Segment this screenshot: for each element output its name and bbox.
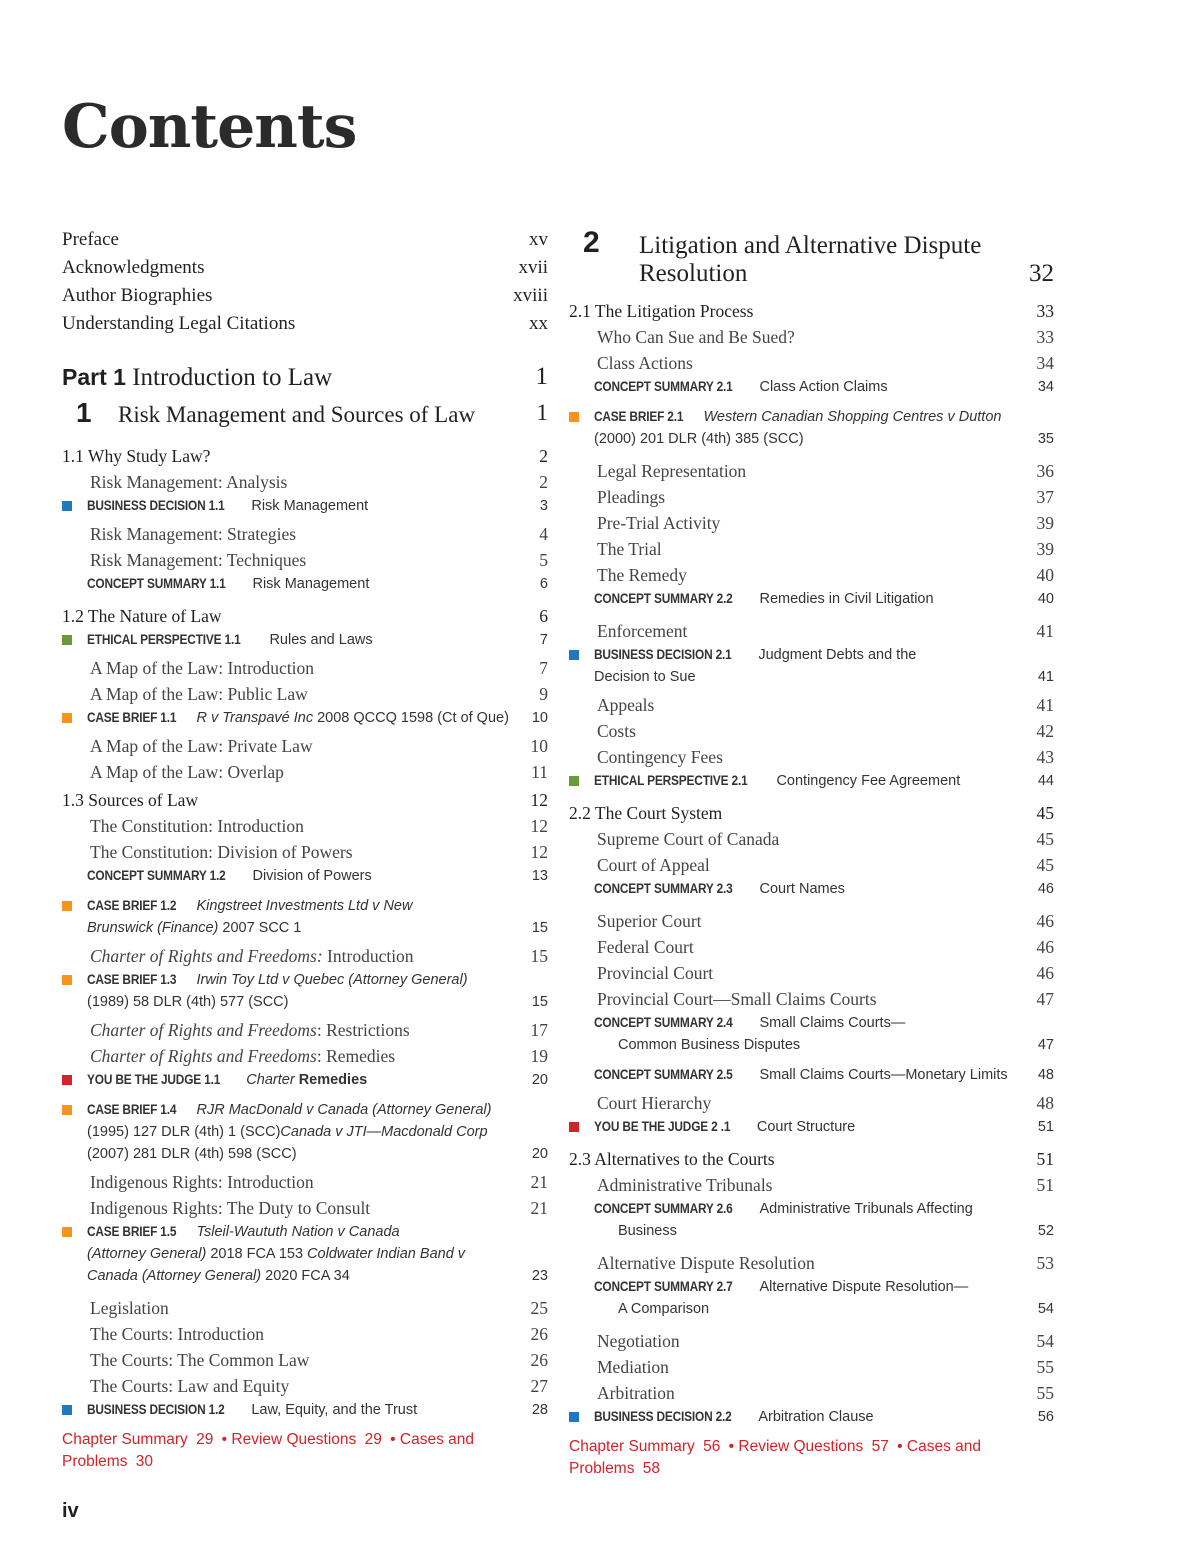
chapter-2-heading[interactable]: 2 Litigation and Alternative Dispute Resolution 32 [569,226,1054,288]
subsection-entry[interactable]: Pleadings 37 [597,487,1054,507]
case-brief-1-2[interactable]: CASE BRIEF 1.2 Kingstreet Investments Ltd v New Brunswick (Finance) 2007 SCC 1 15 [62,895,548,939]
subsection-entry[interactable]: Provincial Court—Small Claims Courts 47 [597,989,1054,1009]
part-title: Introduction to Law [132,364,333,391]
red-square-icon [62,1075,72,1085]
subsection-entry[interactable]: Class Actions 34 [597,353,1054,373]
orange-square-icon [62,975,72,985]
subsection-entry[interactable]: The Courts: The Common Law 26 [90,1350,548,1370]
you-be-the-judge-2-1[interactable]: YOU BE THE JUDGE 2 .1 Court Structure 51 [569,1116,1054,1138]
section-1-1[interactable]: 1.1 Why Study Law? 2 [62,446,548,466]
subsection-entry[interactable]: Negotiation 54 [597,1331,1054,1351]
subsection-entry[interactable]: Court Hierarchy 48 [597,1093,1054,1113]
toc-entry-preface[interactable]: Preface xv [62,229,548,250]
toc-entry-acknowledgments[interactable]: Acknowledgments xvii [62,257,548,278]
subsection-entry[interactable]: Pre-Trial Activity 39 [597,513,1054,533]
subsection-entry[interactable]: The Constitution: Division of Powers 12 [90,842,548,862]
concept-summary-1-2[interactable]: CONCEPT SUMMARY 1.2 Division of Powers 13 [87,868,548,884]
chapter-2-summary-links[interactable]: Chapter Summary 56 • Review Questions 57 • Cases and Problems 58 [569,1438,982,1477]
concept-summary-2-1[interactable]: CONCEPT SUMMARY 2.1 Class Action Claims 34 [594,379,1054,395]
subsection-entry[interactable]: Legislation 25 [90,1298,548,1318]
business-decision-2-2[interactable]: BUSINESS DECISION 2.2 Arbitration Clause 56 [569,1406,1054,1428]
section-2-2[interactable]: 2.2 The Court System 45 [569,803,1054,823]
subsection-entry[interactable]: Who Can Sue and Be Sued? 33 [597,327,1054,347]
red-square-icon [569,1122,579,1132]
green-square-icon [62,635,72,645]
case-brief-1-4[interactable]: CASE BRIEF 1.4 RJR MacDonald v Canada (Attorney General) (1995) 127 DLR (4th) 1 (SCC)Canada v JTI—Macdonald Corp (2007) 281 DLR (4th) 598 (SCC) 20 [62,1099,548,1165]
subsection-entry[interactable]: The Trial 39 [597,539,1054,559]
business-decision-1-2[interactable]: BUSINESS DECISION 1.2 Law, Equity, and the Trust 28 [62,1399,548,1421]
subsection-entry[interactable]: The Courts: Introduction 26 [90,1324,548,1344]
toc-entry-legal-citations[interactable]: Understanding Legal Citations xx [62,313,548,334]
subsection-entry[interactable]: Legal Representation 36 [597,461,1054,481]
blue-square-icon [62,1405,72,1415]
ethical-perspective-1-1[interactable]: ETHICAL PERSPECTIVE 1.1 Rules and Laws 7 [62,629,548,651]
subsection-entry[interactable]: Arbitration 55 [597,1383,1054,1403]
orange-square-icon [62,713,72,723]
chapter-1-heading[interactable]: 1 Risk Management and Sources of Law 1 [62,397,548,431]
part-label: Part 1 [62,364,126,390]
case-brief-2-1[interactable]: CASE BRIEF 2.1 Western Canadian Shopping Centres v Dutton (2000) 201 DLR (4th) 385 (SCC) 35 [569,406,1054,450]
subsection-entry[interactable]: Enforcement 41 [597,621,1054,641]
subsection-entry[interactable]: A Map of the Law: Private Law 10 [90,736,548,756]
subsection-entry[interactable]: The Courts: Law and Equity 27 [90,1376,548,1396]
page-title: Contents [62,92,357,162]
case-brief-1-1[interactable]: CASE BRIEF 1.1 R v Transpavé Inc 2008 QCCQ 1598 (Ct of Que) 10 [62,707,548,729]
you-be-the-judge-1-1[interactable]: YOU BE THE JUDGE 1.1 Charter Remedies 20 [62,1069,548,1091]
blue-square-icon [569,1412,579,1422]
subsection-entry[interactable]: Contingency Fees 43 [597,747,1054,767]
business-decision-1-1[interactable]: BUSINESS DECISION 1.1 Risk Management 3 [62,495,548,517]
chapter-number: 1 [76,397,92,428]
subsection-entry[interactable]: Charter of Rights and Freedoms: Introduction 15 [90,946,548,966]
subsection-entry[interactable]: A Map of the Law: Public Law 9 [90,684,548,704]
concept-summary-1-1[interactable]: CONCEPT SUMMARY 1.1 Risk Management 6 [87,576,548,592]
subsection-entry[interactable]: Risk Management: Analysis 2 [90,472,548,492]
chapter-title: Litigation and Alternative Dispute Resolution [639,232,982,287]
concept-summary-2-6[interactable]: CONCEPT SUMMARY 2.6 Administrative Tribunals Affecting Business 52 [594,1201,1054,1239]
ethical-perspective-2-1[interactable]: ETHICAL PERSPECTIVE 2.1 Contingency Fee Agreement 44 [569,770,1054,792]
case-brief-1-3[interactable]: CASE BRIEF 1.3 Irwin Toy Ltd v Quebec (Attorney General) (1989) 58 DLR (4th) 577 (SCC) 15 [62,969,548,1013]
business-decision-2-1[interactable]: BUSINESS DECISION 2.1 Judgment Debts and the Decision to Sue 41 [569,644,1054,688]
blue-square-icon [569,650,579,660]
orange-square-icon [569,412,579,422]
subsection-entry[interactable]: Charter of Rights and Freedoms: Restrictions 17 [90,1020,548,1040]
chapter-1-summary-links[interactable]: Chapter Summary 29 • Review Questions 29 • Cases and Problems 30 [62,1431,475,1470]
chapter-title: Risk Management and Sources of Law [118,402,476,427]
concept-summary-2-4[interactable]: CONCEPT SUMMARY 2.4 Small Claims Courts— Common Business Disputes 47 [594,1015,1054,1053]
subsection-entry[interactable]: Alternative Dispute Resolution 53 [597,1253,1054,1273]
subsection-entry[interactable]: Indigenous Rights: Introduction 21 [90,1172,548,1192]
section-2-1[interactable]: 2.1 The Litigation Process 33 [569,301,1054,321]
subsection-entry[interactable]: Risk Management: Strategies 4 [90,524,548,544]
concept-summary-2-7[interactable]: CONCEPT SUMMARY 2.7 Alternative Dispute Resolution— A Comparison 54 [594,1279,1054,1317]
toc-entry-author-biographies[interactable]: Author Biographies xviii [62,285,548,306]
orange-square-icon [62,1105,72,1115]
subsection-entry[interactable]: A Map of the Law: Overlap 11 [90,762,548,782]
subsection-entry[interactable]: Costs 42 [597,721,1054,741]
subsection-entry[interactable]: Provincial Court 46 [597,963,1054,983]
orange-square-icon [62,901,72,911]
subsection-entry[interactable]: Mediation 55 [597,1357,1054,1377]
concept-summary-2-5[interactable]: CONCEPT SUMMARY 2.5 Small Claims Courts—Monetary Limits 48 [594,1067,1054,1083]
green-square-icon [569,776,579,786]
subsection-entry[interactable]: Superior Court 46 [597,911,1054,931]
subsection-entry[interactable]: Charter of Rights and Freedoms: Remedies 19 [90,1046,548,1066]
subsection-entry[interactable]: Appeals 41 [597,695,1054,715]
orange-square-icon [62,1227,72,1237]
blue-square-icon [62,501,72,511]
chapter-number: 2 [583,226,600,259]
contents-right-column [569,226,1054,1480]
concept-summary-2-2[interactable]: CONCEPT SUMMARY 2.2 Remedies in Civil Litigation 40 [594,591,1054,607]
concept-summary-2-3[interactable]: CONCEPT SUMMARY 2.3 Court Names 46 [594,881,1054,897]
subsection-entry[interactable]: Risk Management: Techniques 5 [90,550,548,570]
section-2-3[interactable]: 2.3 Alternatives to the Courts 51 [569,1149,1054,1169]
subsection-entry[interactable]: Court of Appeal 45 [597,855,1054,875]
case-brief-1-5[interactable]: CASE BRIEF 1.5 Tsleil-Waututh Nation v Canada (Attorney General) 2018 FCA 153 Coldwater Indian Band v Canada (Attorney General) 2020 FCA 34 23 [62,1221,548,1287]
subsection-entry[interactable]: Federal Court 46 [597,937,1054,957]
subsection-entry[interactable]: Administrative Tribunals 51 [597,1175,1054,1195]
page-number: iv [62,1500,79,1522]
contents-left-column [62,226,548,1473]
section-1-2[interactable]: 1.2 The Nature of Law 6 [62,606,548,626]
subsection-entry[interactable]: The Constitution: Introduction 12 [90,816,548,836]
subsection-entry[interactable]: A Map of the Law: Introduction 7 [90,658,548,678]
subsection-entry[interactable]: Supreme Court of Canada 45 [597,829,1054,849]
section-1-3[interactable]: 1.3 Sources of Law 12 [62,790,548,810]
subsection-entry[interactable]: Indigenous Rights: The Duty to Consult 21 [90,1198,548,1218]
subsection-entry[interactable]: The Remedy 40 [597,565,1054,585]
part-heading[interactable]: Part 1 Introduction to Law 1 [62,363,548,391]
